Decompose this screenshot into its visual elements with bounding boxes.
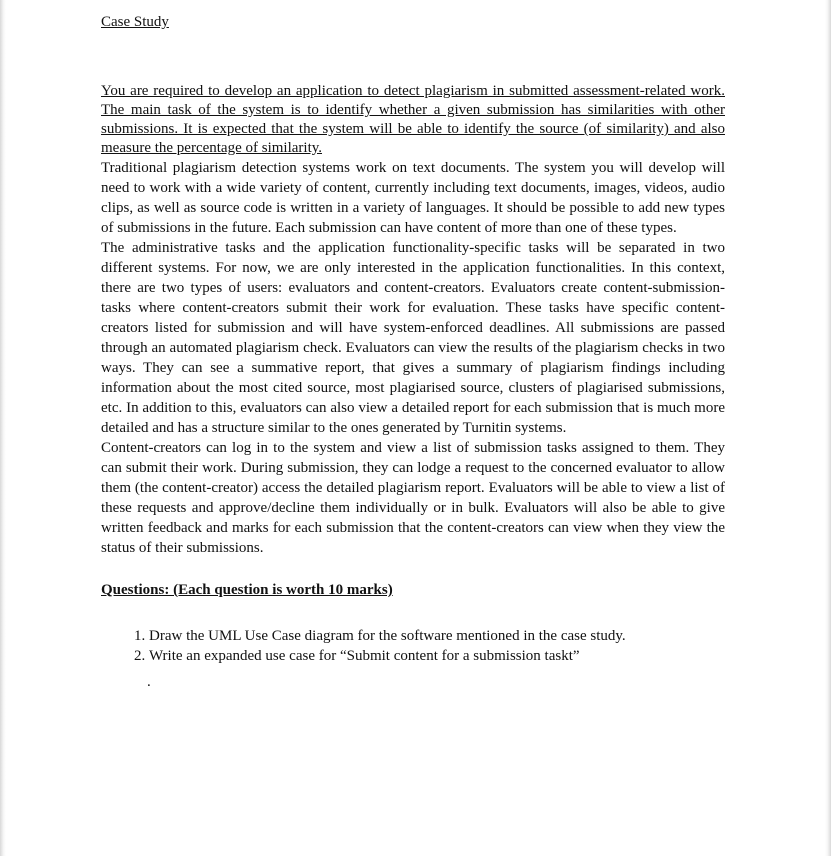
case-study-heading: Case Study (101, 14, 169, 30)
paragraph-system-users: The administrative tasks and the application functionality-specific tasks will be separated in two different systems. For now, we are only interested in the application functionalities. In this context, there are two types of users: evaluators and content-creators. Evaluators create content-submission-tasks where content-creators submit their work for evaluation. These tasks have specific content-creators listed for submission and will have system-enforced deadlines. All submissions are passed through an automated plagiarism check. Evaluators can view the results of the plagiarism checks in two ways. They can see a summative report, that gives a summary of plagiarism findings including information about the most cited source, most plagiarised source, clusters of plagiarised submissions, etc. In addition to this, evaluators can also view a detailed report for each submission that is much more detailed and has a structure similar to the ones generated by Turnitin systems. (101, 240, 725, 436)
page-shadow-right (825, 0, 831, 856)
questions-heading: Questions: (Each question is worth 10 marks) (101, 582, 393, 598)
paragraph-content-types: Traditional plagiarism detection systems work on text documents. The system you will develop will need to work with a wide variety of content, currently including text documents, images, videos, audio clips, as well as source code is written in a variety of languages. It should be possible to add new types of submissions in the future. Each submission can have content of more than one of these types. (101, 160, 725, 236)
page-shadow-left (0, 0, 6, 856)
question-item-2: 2. Write an expanded use case for “Submit content for a submission taskt” (149, 646, 725, 666)
question-item-1: 1. Draw the UML Use Case diagram for the software mentioned in the case study. (149, 626, 725, 646)
trailing-period: . (147, 674, 151, 690)
intro-paragraph: You are required to develop an application to detect plagiarism in submitted assessment-related work. The main task of the system is to identify whether a given submission has similarities with other submissions. It is expected that the system will be able to identify the source (of similarity) and also measure the percentage of similarity. (101, 83, 725, 156)
paragraph-content-creators: Content-creators can log in to the system and view a list of submission tasks assigned to them. They can submit their work. During submission, they can lodge a request to the concerned evaluator to allow them (the content-creator) access the detailed plagiarism report. Evaluators will be able to view a list of these requests and approve/decline them individually or in bulk. Evaluators will also be able to give written feedback and marks for each submission that the content-creators can view when they view the status of their submissions. (101, 440, 725, 556)
questions-list (101, 626, 725, 666)
document-body (101, 12, 725, 692)
